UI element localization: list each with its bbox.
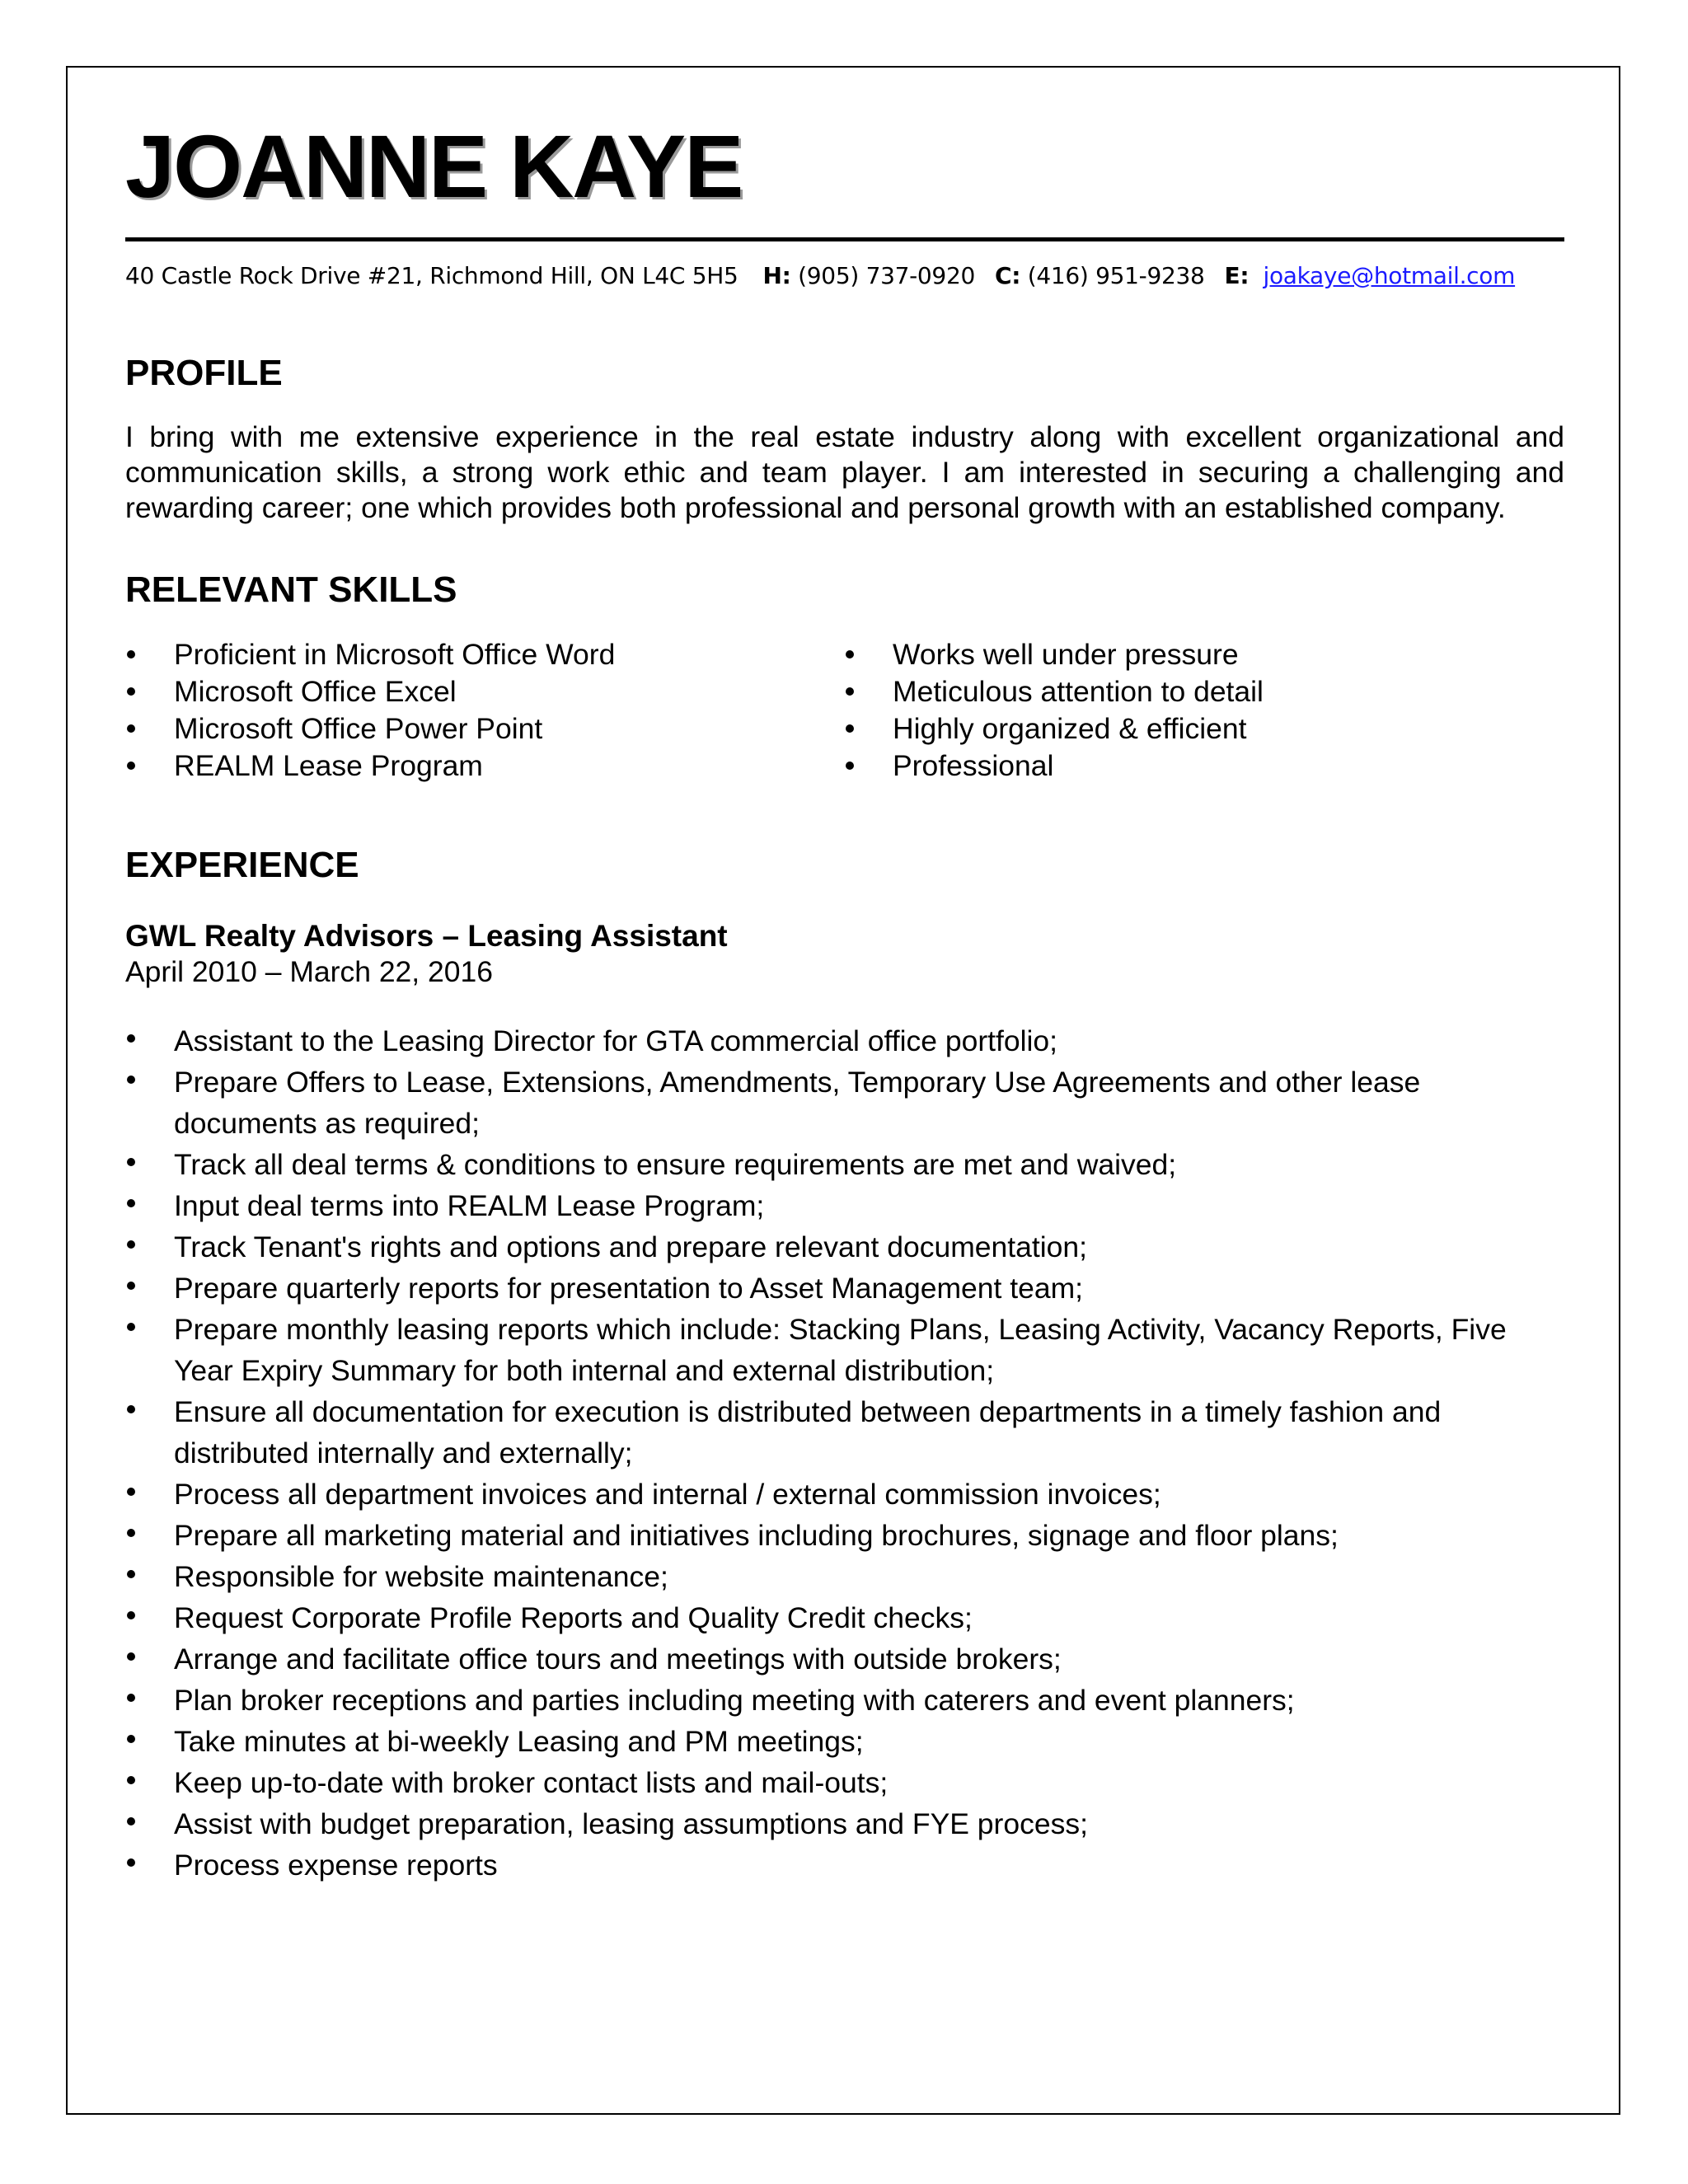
duty-item: Track all deal terms & conditions to ensure requirements are met and waived; xyxy=(125,1144,1535,1185)
email-label: E: xyxy=(1224,262,1250,289)
duty-item: Prepare Offers to Lease, Extensions, Amendments, Temporary Use Agreements and other lease documents as required; xyxy=(125,1062,1535,1144)
duty-item: Prepare all marketing material and initiatives including brochures, signage and floor plans; xyxy=(125,1515,1535,1556)
contact-line xyxy=(125,260,1564,293)
skills-heading: RELEVANT SKILLS xyxy=(125,569,457,610)
email-link[interactable]: joakaye@hotmail.com xyxy=(1263,262,1516,289)
skill-item: Microsoft Office Excel xyxy=(125,673,844,710)
skill-item: Meticulous attention to detail xyxy=(844,673,1264,710)
header-divider xyxy=(125,237,1564,241)
skill-item: Proficient in Microsoft Office Word xyxy=(125,636,844,673)
duty-item: Plan broker receptions and parties including meeting with caterers and event planners; xyxy=(125,1680,1535,1721)
duty-item: Process all department invoices and internal / external commission invoices; xyxy=(125,1474,1535,1515)
skill-item: Professional xyxy=(844,748,1264,785)
job-title: GWL Realty Advisors – Leasing Assistant xyxy=(125,919,728,953)
duty-item: Prepare monthly leasing reports which include: Stacking Plans, Leasing Activity, Vacancy Reports, Five Year Expiry Summary for both internal and external distribution; xyxy=(125,1309,1535,1391)
duty-item: Process expense reports xyxy=(125,1844,1535,1886)
skills-list-right xyxy=(844,636,1264,785)
skill-item: Works well under pressure xyxy=(844,636,1264,673)
duty-item: Responsible for website maintenance; xyxy=(125,1556,1535,1597)
home-phone: (905) 737-0920 xyxy=(798,262,975,289)
address: 40 Castle Rock Drive #21, Richmond Hill, ON L4C 5H5 xyxy=(125,262,738,289)
duties-list xyxy=(125,1020,1535,1886)
duty-item: Assist with budget preparation, leasing assumptions and FYE process; xyxy=(125,1803,1535,1844)
duty-item: Arrange and facilitate office tours and meetings with outside brokers; xyxy=(125,1638,1535,1680)
skill-item: Microsoft Office Power Point xyxy=(125,710,844,748)
experience-heading: EXPERIENCE xyxy=(125,845,359,885)
duty-item: Track Tenant's rights and options and prepare relevant documentation; xyxy=(125,1226,1535,1268)
duty-item: Ensure all documentation for execution is distributed between departments in a timely fashion and distributed internally and externally; xyxy=(125,1391,1535,1474)
duty-item: Keep up-to-date with broker contact lists and mail-outs; xyxy=(125,1762,1535,1803)
home-phone-label: H: xyxy=(762,262,791,289)
job-dates: April 2010 – March 22, 2016 xyxy=(125,955,494,988)
profile-text: I bring with me extensive experience in the real estate industry along with excellent organizational and communication skills, a strong work ethic and team player. I am interested in securing a challenging and rewarding career; one which provides both professional and personal growth with an established company. xyxy=(125,420,1564,524)
duty-item: Request Corporate Profile Reports and Quality Credit checks; xyxy=(125,1597,1535,1638)
skill-item: REALM Lease Program xyxy=(125,748,844,785)
candidate-name: JOANNE KAYE xyxy=(125,116,743,216)
skills-grid xyxy=(125,636,1564,785)
profile-heading: PROFILE xyxy=(125,353,283,393)
duty-item: Assistant to the Leasing Director for GTA commercial office portfolio; xyxy=(125,1020,1535,1062)
resume-document xyxy=(125,115,1564,1886)
cell-phone-label: C: xyxy=(994,262,1021,289)
duty-item: Prepare quarterly reports for presentation to Asset Management team; xyxy=(125,1268,1535,1309)
cell-phone: (416) 951-9238 xyxy=(1027,262,1205,289)
duty-item: Take minutes at bi-weekly Leasing and PM meetings; xyxy=(125,1721,1535,1762)
duty-item: Input deal terms into REALM Lease Program; xyxy=(125,1185,1535,1226)
skills-list-left xyxy=(125,636,844,785)
skill-item: Highly organized & efficient xyxy=(844,710,1264,748)
